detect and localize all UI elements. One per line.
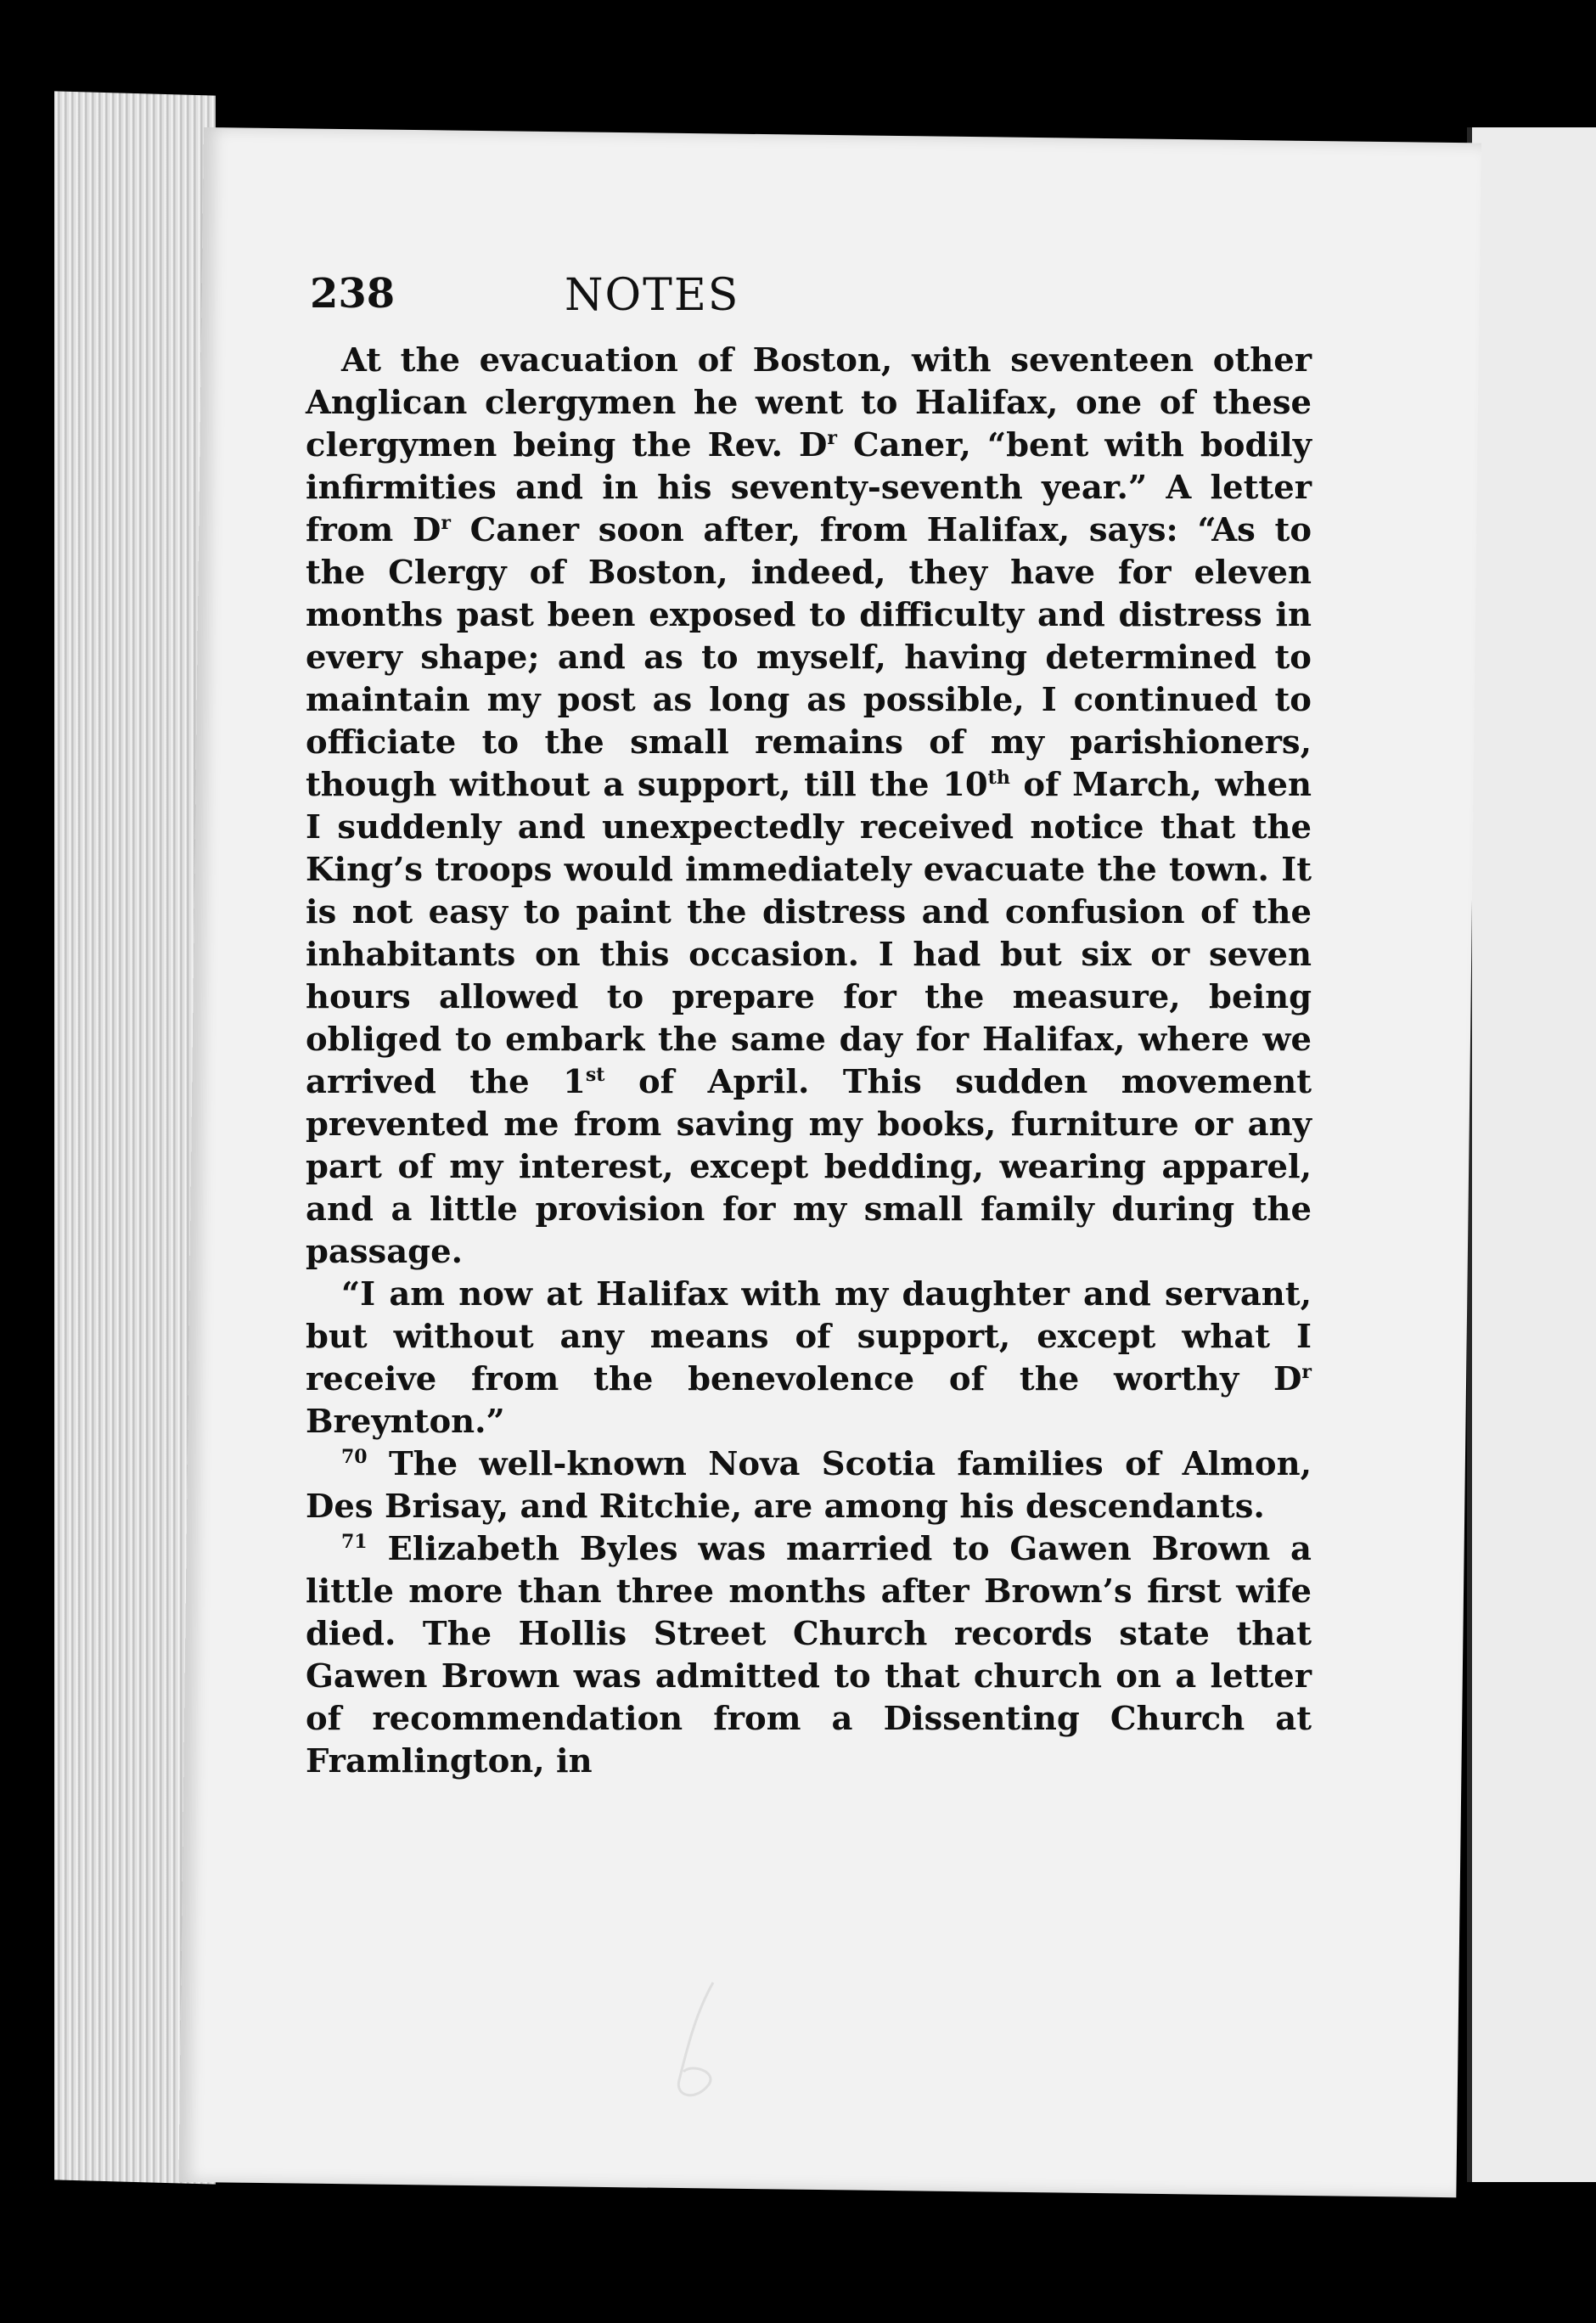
body-text bbox=[306, 340, 1312, 1783]
text-run: The well-known Nova Scotia families of Almon, Des Brisay, and Ritchie, are among his descendants. bbox=[306, 1445, 1312, 1526]
text-run: Caner, “bent with bodily infirmities and in his seventy-seventh year.” A letter from D bbox=[306, 426, 1312, 549]
text-run: of March, when I suddenly and unexpectedly received notice that the King’s troops would immediately evacuate the town. It is not easy to paint the distress and confusion of the inhabitants on this occasion. I had but six or seven hours allowed to prepare for the measure, being obliged to embark the same day for Halifax, where we arrived the 1 bbox=[306, 766, 1312, 1101]
text-run: of April. This sudden movement prevented me from saving my books, furniture or any part of my interest, except bedding, wearing apparel, and a little provision for my small family during the passage. bbox=[306, 1063, 1312, 1271]
text-run: “I am now at Halifax with my daughter and servant, but without any means of support, except what I receive from the benevolence of the worthy D bbox=[306, 1275, 1312, 1398]
facing-page bbox=[1467, 127, 1596, 2182]
pencil-mark-icon bbox=[662, 1978, 739, 2106]
text-run: Elizabeth Byles was married to Gawen Brown a little more than three months after Brown’s first wife died. The Hollis Street Church records state that Gawen Brown was admitted to that church on a letter of recommendation from a Dissenting Church at Framlington, in bbox=[306, 1530, 1312, 1780]
page-number: 238 bbox=[310, 270, 396, 318]
text-run: At the evacuation of Boston, with seventeen other Anglican clergymen he went to Halifax, one of these clergymen being the Rev. D bbox=[306, 341, 1312, 464]
superscript: 71 bbox=[341, 1531, 368, 1554]
superscript: r bbox=[827, 427, 837, 450]
paragraph bbox=[306, 1274, 1312, 1443]
superscript: st bbox=[585, 1064, 605, 1087]
superscript: r bbox=[441, 512, 451, 535]
superscript: 70 bbox=[341, 1446, 368, 1469]
text-run: Breynton.” bbox=[306, 1403, 505, 1441]
paragraph bbox=[306, 1443, 1312, 1528]
paragraph bbox=[306, 340, 1312, 1274]
running-head: NOTES bbox=[565, 270, 740, 321]
superscript: r bbox=[1301, 1361, 1312, 1384]
paragraph bbox=[306, 1528, 1312, 1783]
page-header bbox=[310, 270, 989, 338]
superscript: th bbox=[987, 767, 1010, 790]
text-run: Caner soon after, from Halifax, says: “As to the Clergy of Boston, indeed, they have for eleven months past been exposed to difficulty and distress in every shape; and as to myself, having determined to maintain my post as long as possible, I continued to officiate to the small remains of my parishioners, though without a support, till the 10 bbox=[306, 511, 1312, 804]
